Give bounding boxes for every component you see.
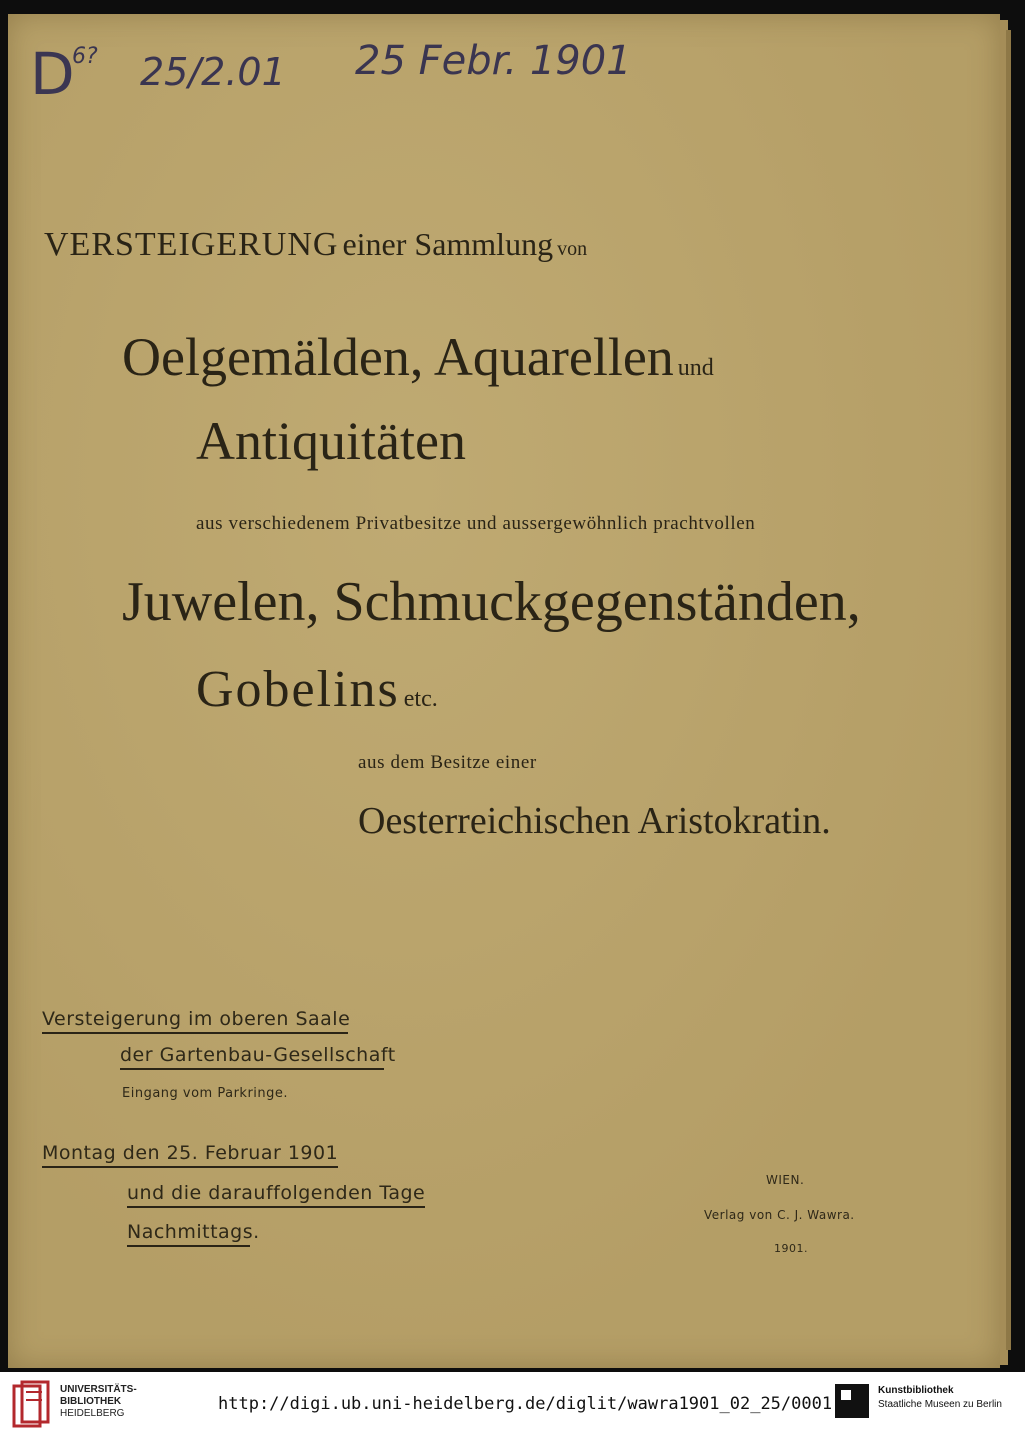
footer-bar: [0, 1372, 1025, 1437]
venue-line-1: Versteigerung im oberen Saale: [42, 1008, 348, 1034]
uni-line-3: HEIDELBERG: [60, 1408, 125, 1419]
title-provenance: aus verschiedenem Privatbesitze und aussergewöhnlich prachtvollen: [196, 513, 756, 534]
title-sammlung: einer Sammlung: [342, 226, 554, 262]
publisher-city: WIEN.: [766, 1173, 805, 1187]
venue-line-2: der Gartenbau-Gesellschaft: [120, 1044, 384, 1070]
handwritten-shelfmark-sup: 6?: [72, 44, 98, 69]
kunstbibliothek-logo-icon: [835, 1384, 869, 1418]
title-juwelen: Juwelen, Schmuckgegenständen,: [122, 571, 861, 633]
date-line-1: Montag den 25. Februar 1901: [42, 1142, 338, 1168]
uni-line-1: UNIVERSITÄTS-: [60, 1384, 137, 1395]
handwritten-date-long: 25 Febr. 1901: [355, 38, 632, 84]
title-etc: etc.: [403, 686, 438, 712]
title-aristokratin: Oesterreichischen Aristokratin.: [358, 800, 831, 842]
title-line-6: [196, 660, 438, 719]
title-line-1: [44, 226, 587, 264]
title-oelgemaelden: Oelgemälden, Aquarellen: [122, 327, 674, 387]
university-library-name: [60, 1384, 137, 1420]
handwritten-shelfmark: D: [30, 40, 75, 108]
publisher-name: Verlag von C. J. Wawra.: [704, 1208, 855, 1222]
date-line-3: Nachmittags.: [127, 1221, 250, 1247]
kb-line-2: Staatliche Museen zu Berlin: [878, 1399, 1002, 1410]
kb-line-1: Kunstbibliothek: [878, 1385, 954, 1396]
uni-line-2: BIBLIOTHEK: [60, 1396, 122, 1407]
title-line-2: [122, 326, 714, 388]
digital-copy-url-link[interactable]: http://digi.ub.uni-heidelberg.de/diglit/wawra1901_02_25/0001: [218, 1394, 833, 1414]
title-besitze: aus dem Besitze einer: [358, 752, 537, 773]
handwritten-date-short: 25/2.01: [140, 50, 286, 94]
university-library-logo-icon: [12, 1380, 54, 1428]
title-von: von: [557, 238, 588, 260]
date-line-2: und die darauffolgenden Tage: [127, 1182, 425, 1208]
venue-line-3: Eingang vom Parkringe.: [122, 1086, 289, 1101]
title-antiquitaeten: Antiquitäten: [196, 411, 466, 471]
title-versteigerung: VERSTEIGERUNG: [44, 226, 339, 263]
kunstbibliothek-name: [878, 1384, 1002, 1412]
title-gobelins: Gobelins: [196, 661, 400, 718]
publisher-year: 1901.: [774, 1242, 808, 1255]
title-und: und: [677, 355, 714, 381]
page-edge-inner: [1006, 30, 1011, 1350]
